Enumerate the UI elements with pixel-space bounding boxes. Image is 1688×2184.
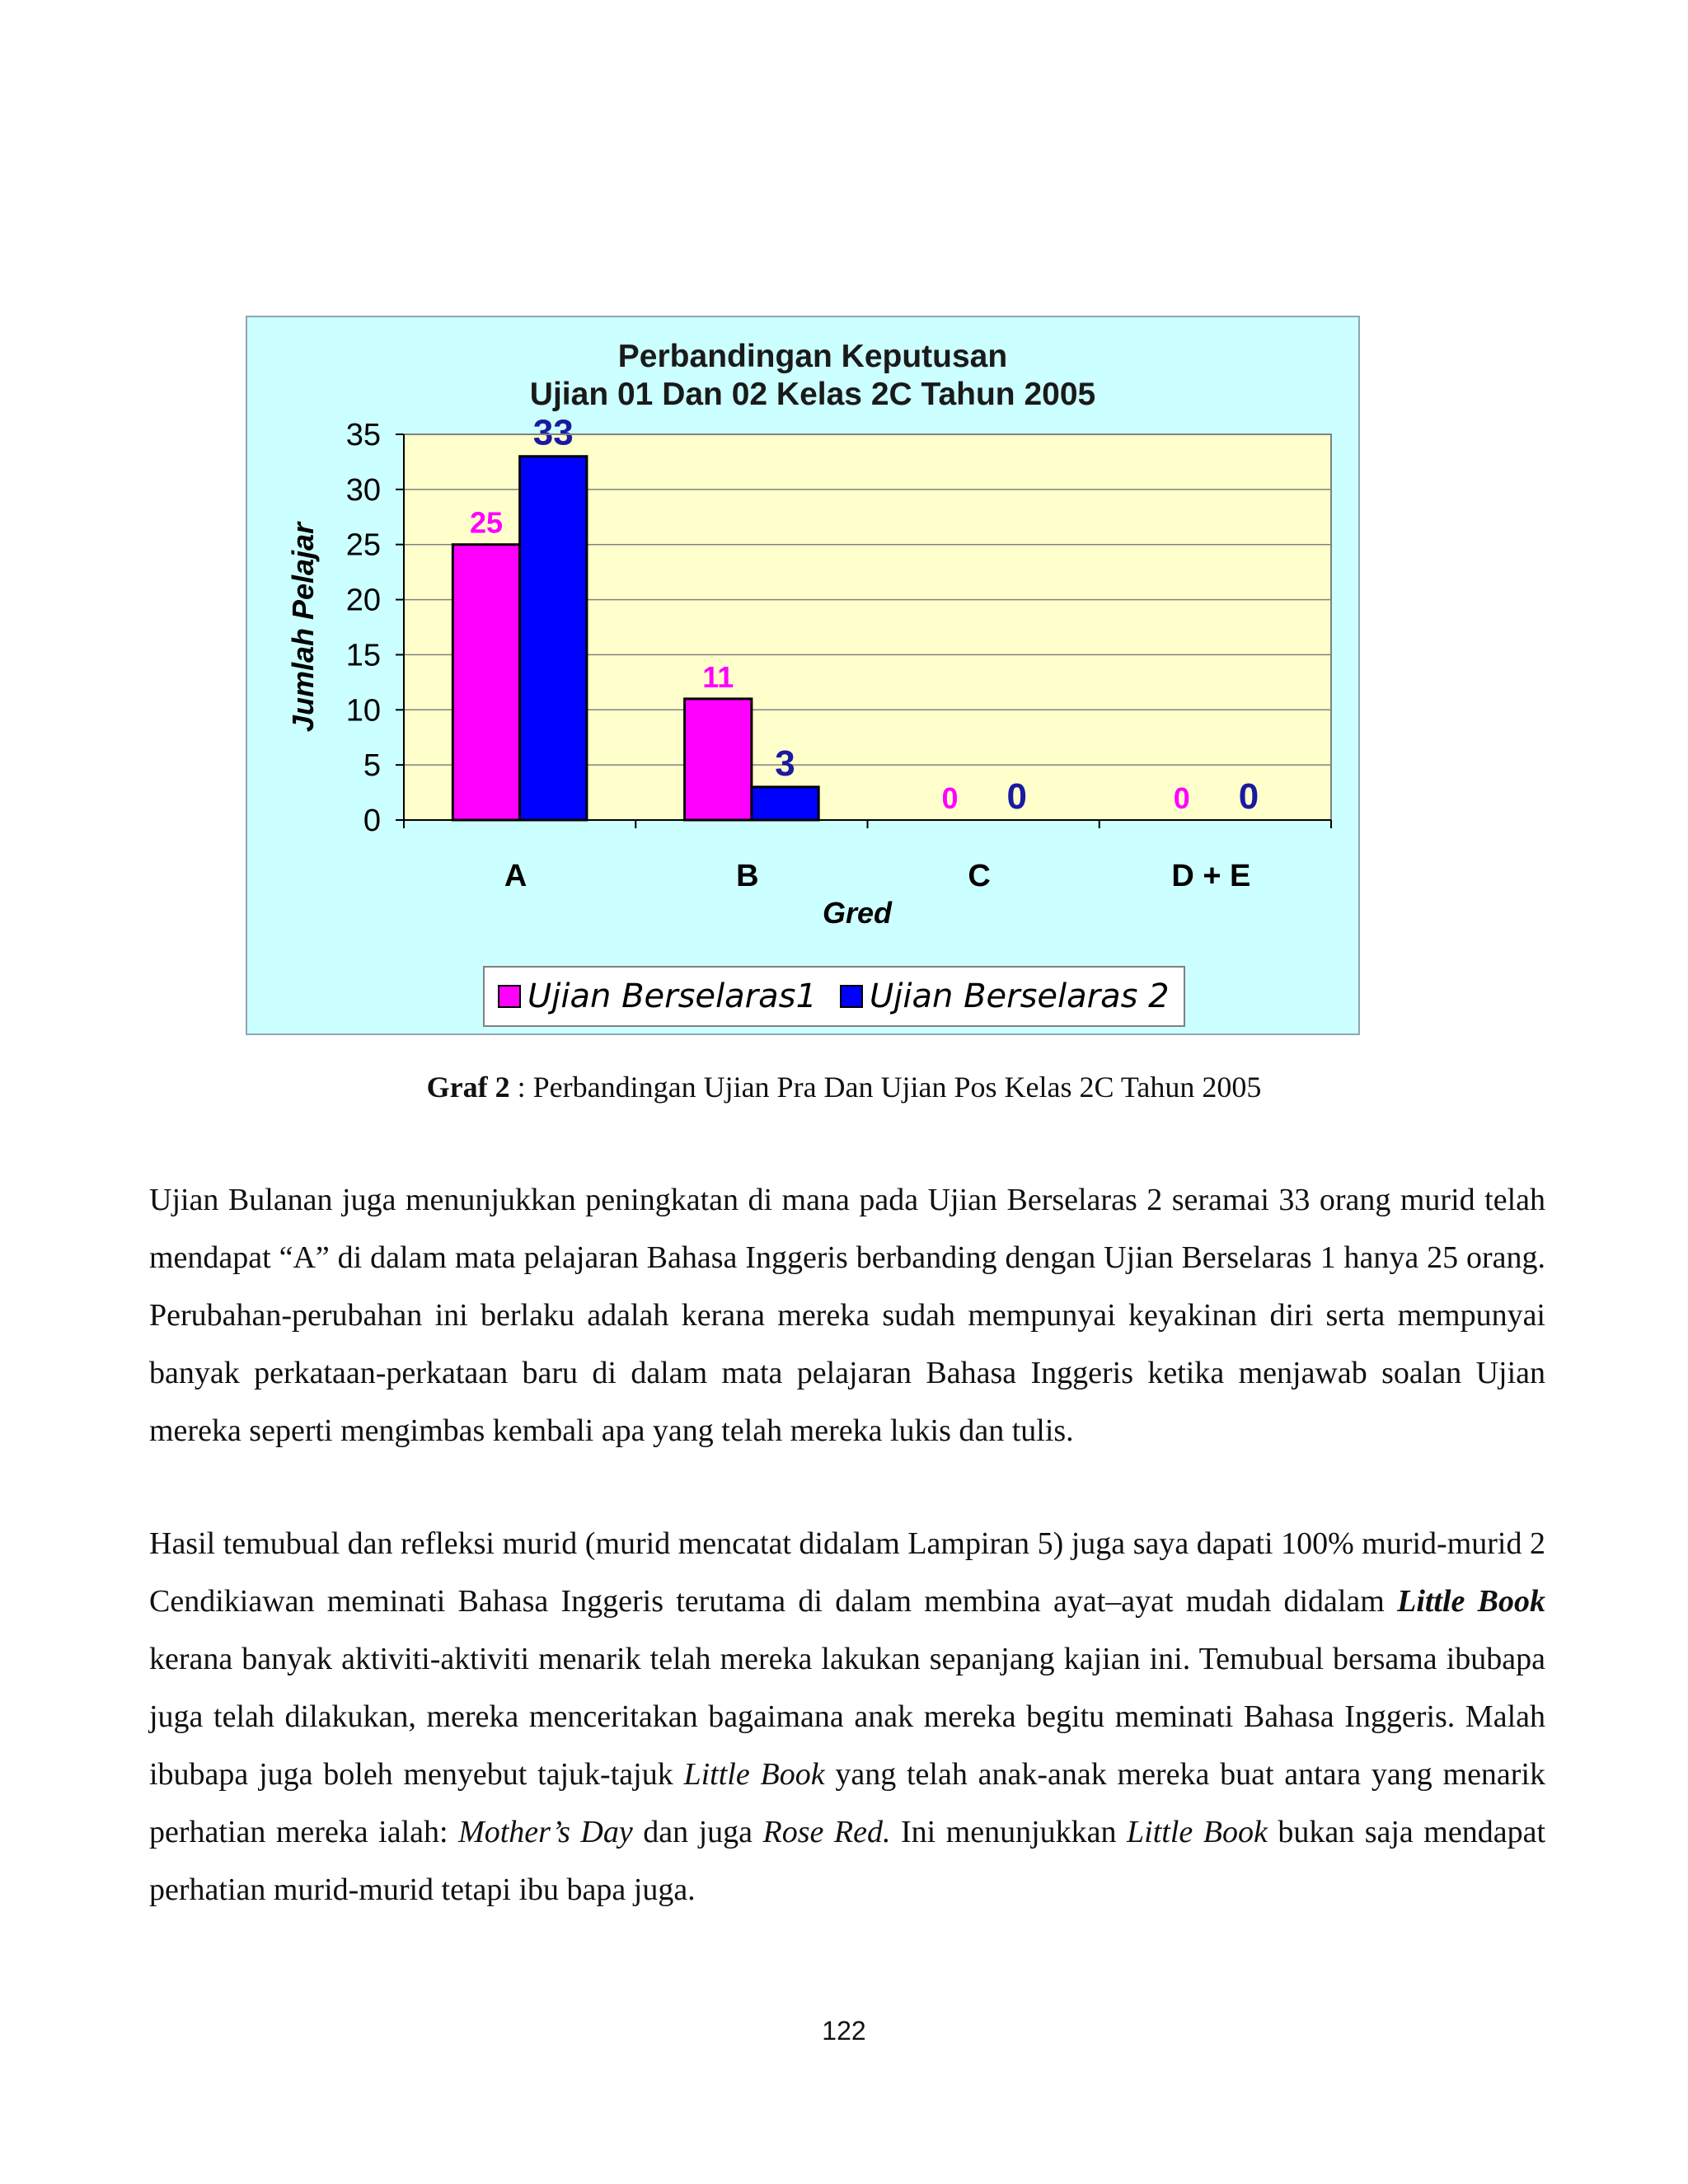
bar: [685, 699, 752, 820]
paragraph-2: [149, 1515, 1545, 1919]
bar: [752, 787, 818, 820]
page-number: 122: [822, 2016, 866, 2046]
little-book-emphasis: Little Book: [1397, 1584, 1546, 1619]
paragraph-2-text: Hasil temubual dan refleksi murid (murid mencatat didalam Lampiran 5) juga saya dapati 100% murid-murid 2 Cendikiawan meminati Bahasa Inggeris terutama di dalam membina ayat–ayat mudah didalam: [149, 1526, 1545, 1619]
y-tick-label: 0: [363, 804, 381, 838]
y-axis-title: Jumlah Pelajar: [286, 522, 320, 733]
y-tick-label: 15: [345, 638, 381, 673]
data-label: 11: [702, 659, 734, 694]
bar: [520, 457, 587, 820]
x-tick-label: D + E: [1171, 859, 1251, 893]
data-label: 33: [532, 412, 574, 453]
mothers-day-title: Mother’s Day: [458, 1815, 633, 1849]
x-tick-label: B: [736, 859, 759, 893]
chart-title-line-2: Ujian 01 Dan 02 Kelas 2C Tahun 2005: [529, 377, 1096, 412]
chart-frame: [246, 316, 1360, 1035]
y-tick-label: 5: [363, 748, 381, 784]
legend: [484, 967, 1184, 1026]
x-axis-title: Gred: [822, 896, 893, 930]
x-tick-label: A: [504, 859, 528, 893]
little-book-title: Little Book: [1127, 1815, 1268, 1849]
bar: [452, 545, 519, 820]
paragraph-1: Ujian Bulanan juga menunjukkan peningkatan di mana pada Ujian Berselaras 2 seramai 33 orang murid telah mendapat “A” di dalam mata pelajaran Bahasa Inggeris berbanding dengan Ujian Berselaras 1 hanya 25 orang. Perubahan-perubahan ini berlaku adalah kerana mereka sudah mempunyai keyakinan diri serta mempunyai banyak perkataan-perkataan baru di dalam mata pelajaran Bahasa Inggeris ketika menjawab soalan Ujian mereka seperti mengimbas kembali apa yang telah mereka lukis dan tulis.: [149, 1183, 1545, 1448]
y-tick-label: 35: [345, 418, 381, 452]
data-label: 0: [941, 781, 959, 815]
caption-text: : Perbandingan Ujian Pra Dan Ujian Pos Kelas 2C Tahun 2005: [509, 1071, 1262, 1104]
y-axis-ticks: [346, 418, 404, 838]
x-tick-label: C: [968, 859, 991, 893]
paragraph-2-text: bukan saja mendapat perhatian murid-murid tetapi ibu bapa juga.: [149, 1815, 1545, 1907]
y-tick-label: 20: [345, 583, 381, 618]
caption-label: Graf 2: [426, 1071, 510, 1104]
y-tick-label: 25: [345, 527, 381, 563]
chart-title-line-1: Perbandingan Keputusan: [617, 339, 1008, 374]
data-label: 25: [469, 505, 504, 540]
y-tick-label: 10: [345, 693, 381, 729]
bar-chart: [247, 317, 1362, 1037]
figure-caption: [0, 1069, 1688, 1105]
legend-label-series-1: Ujian Berselaras1: [528, 977, 817, 1015]
x-axis-ticks: [404, 820, 1331, 893]
little-book-title: Little Book: [683, 1757, 825, 1792]
rose-red-title: Rose Red.: [762, 1815, 891, 1849]
legend-swatch-series-2: [841, 986, 862, 1007]
legend-swatch-series-1: [499, 986, 520, 1007]
data-label: 0: [1238, 776, 1259, 817]
data-label: 0: [1173, 781, 1190, 815]
paragraph-2-text: dan juga: [632, 1815, 763, 1849]
data-label: 3: [775, 743, 795, 784]
paragraph-2-text: kerana banyak aktiviti-aktiviti menarik telah mereka lakukan sepanjang kajian ini. Temubual bersama ibubapa juga telah dilakukan, mereka menceritakan bagaimana anak mereka begitu meminati Bahasa Inggeris. Malah ibubapa juga boleh menyebut tajuk-tajuk: [149, 1642, 1545, 1792]
y-tick-label: 30: [345, 472, 381, 508]
paragraph-2-text: Ini menunjukkan: [890, 1815, 1128, 1849]
data-label: 0: [1006, 776, 1028, 817]
legend-label-series-2: Ujian Berselaras 2: [870, 977, 1170, 1015]
paragraph-2-text: yang telah anak-anak mereka buat antara yang menarik perhatian mereka ialah:: [149, 1757, 1546, 1849]
